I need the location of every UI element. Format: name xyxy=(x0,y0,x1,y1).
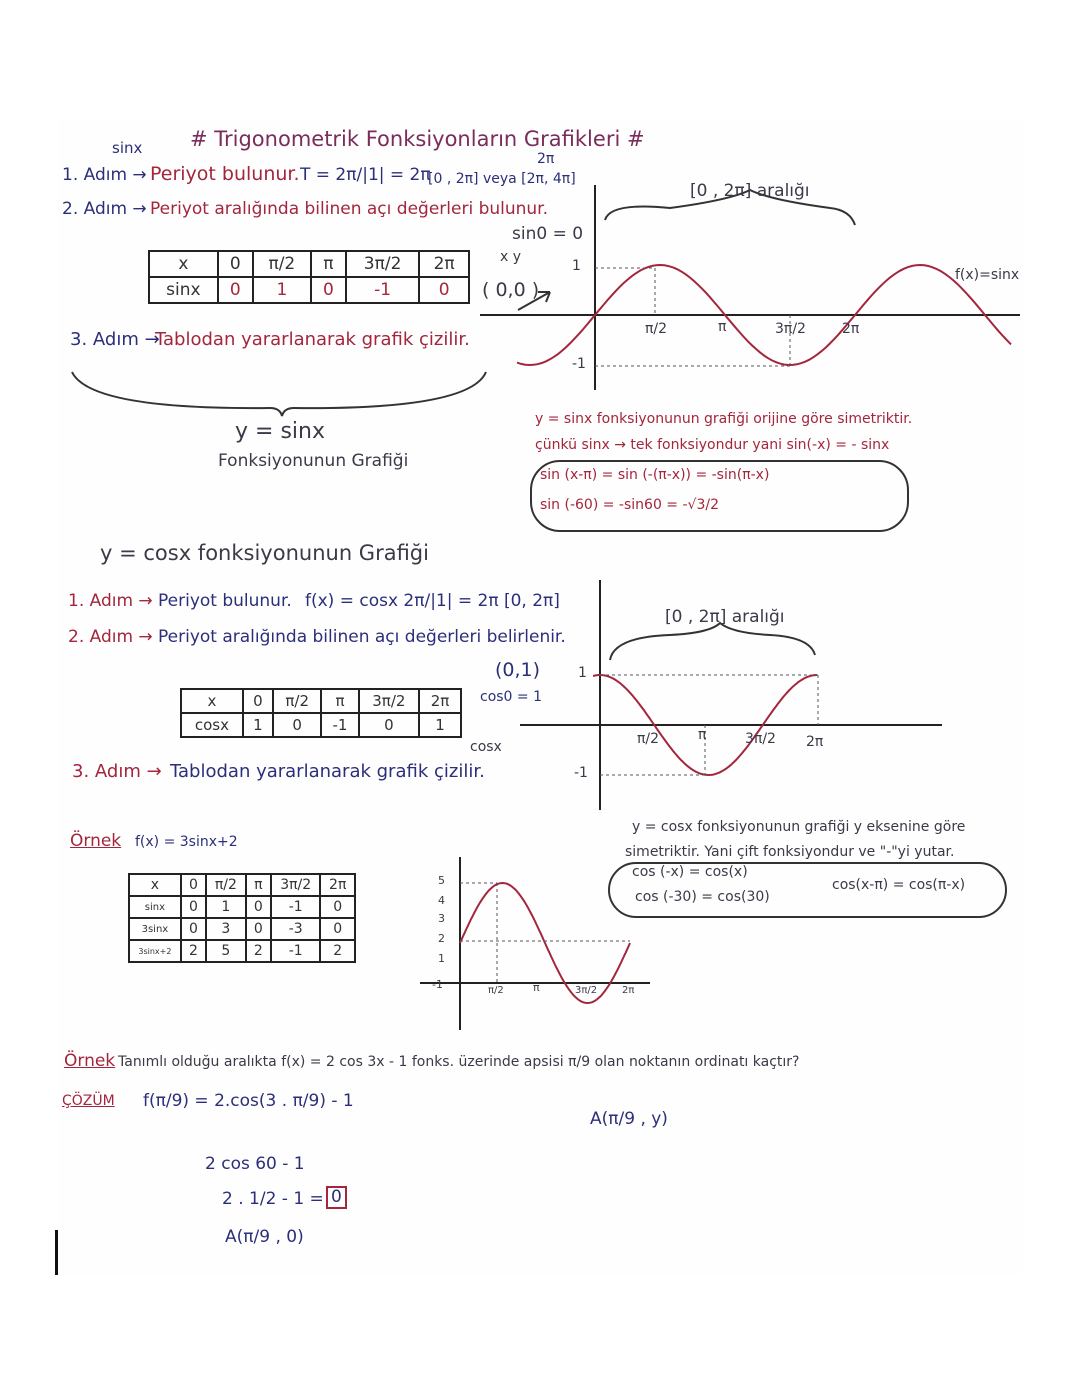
table-cell: 3sinx xyxy=(129,918,181,940)
table-cell: sinx xyxy=(149,277,218,303)
example2-label: Örnek xyxy=(64,1051,116,1071)
table-cell: x xyxy=(149,251,218,277)
solution-label: ÇÖZÜM xyxy=(62,1093,115,1109)
xy-label: x y xyxy=(500,249,522,265)
table-row xyxy=(149,251,469,277)
point-a-label: A(π/9 , y) xyxy=(590,1109,668,1129)
table-cell: -1 xyxy=(271,896,321,918)
sin-caption-2: Fonksiyonunun Grafiği xyxy=(218,451,409,471)
solution-line1: f(π/9) = 2.cos(3 . π/9) - 1 xyxy=(143,1091,354,1111)
table-cell: x xyxy=(181,689,243,713)
3sinx-plus-2-curve xyxy=(460,883,630,1003)
cos-cloud-line3: cos(x-π) = cos(π-x) xyxy=(832,877,966,893)
table-row xyxy=(149,277,469,303)
ex1-xtick: 2π xyxy=(622,985,635,996)
table-cell: -1 xyxy=(321,713,358,737)
sin-ytick-1: 1 xyxy=(572,258,581,274)
table-cell: sinx xyxy=(129,896,181,918)
table-row xyxy=(181,689,461,713)
table-cell: 0 xyxy=(246,896,271,918)
table-cell: 2 xyxy=(246,940,271,962)
table-cell: 2 xyxy=(181,940,206,962)
table-cell: 3sinx+2 xyxy=(129,940,181,962)
table-cell: 0 xyxy=(273,713,321,737)
table-cell: π xyxy=(311,251,346,277)
table-cell: 0 xyxy=(218,277,253,303)
cos-point-label: (0,1) xyxy=(495,659,541,681)
table-row xyxy=(129,874,355,896)
sin-note-line2: çünkü sinx → tek fonksiyondur yani sin(-x) = - sinx xyxy=(535,437,890,453)
table-cell: π xyxy=(246,874,271,896)
sin-step1-note: 2π xyxy=(537,151,555,167)
example1-graph xyxy=(415,855,655,1035)
cos-xtick: 3π/2 xyxy=(745,731,776,747)
sin-step3-text: Tablodan yararlanarak grafik çizilir. xyxy=(155,329,470,350)
table-cell: 1 xyxy=(419,713,461,737)
table-cell: 0 xyxy=(181,896,206,918)
table-cell: -1 xyxy=(346,277,419,303)
table-cell: 2π xyxy=(419,689,461,713)
table-cell: 0 xyxy=(320,918,355,940)
table-cell: 3 xyxy=(206,918,246,940)
origin-label: ( 0,0 ) xyxy=(482,279,540,301)
table-row xyxy=(181,713,461,737)
table-cell: 2π xyxy=(419,251,469,277)
table-row xyxy=(129,918,355,940)
sin-step1-formula: T = 2π/|1| = 2π xyxy=(300,165,431,185)
cos-heading: y = cosx fonksiyonunun Grafiği xyxy=(100,541,429,565)
page-title: # Trigonometrik Fonksiyonların Grafikleri # xyxy=(190,127,645,151)
example2-question: Tanımlı olduğu aralıkta f(x) = 2 cos 3x - 1 fonks. üzerinde apsisi π/9 olan noktanın ordinatı kaçtır? xyxy=(118,1054,800,1070)
sin-ytick-neg1: -1 xyxy=(572,356,586,372)
solution-line2: 2 cos 60 - 1 xyxy=(205,1154,305,1174)
sin-note-line1: y = sinx fonksiyonunun grafiği orijine göre simetriktir. xyxy=(535,411,913,427)
example1-table xyxy=(128,873,356,963)
sin-function-label: f(x)=sinx xyxy=(955,267,1020,283)
sin0-label: sin0 = 0 xyxy=(512,224,584,244)
sin-xtick: 3π/2 xyxy=(775,321,806,337)
ex1-xtick: π/2 xyxy=(488,985,504,996)
ex1-ytick: 2 xyxy=(438,932,445,945)
table-cell: 3π/2 xyxy=(271,874,321,896)
table-cell: 1 xyxy=(253,277,311,303)
brace-icon xyxy=(610,623,815,660)
cos-step2-prefix: 2. Adım → xyxy=(68,627,153,647)
brace-icon xyxy=(70,370,490,420)
cos-xtick: π/2 xyxy=(637,731,660,747)
sin-caption-1: y = sinx xyxy=(235,419,325,444)
cos-ytick-1: 1 xyxy=(578,665,587,681)
cos-step3-text: Tablodan yararlanarak grafik çizilir. xyxy=(170,761,485,782)
cos-ytick-neg1: -1 xyxy=(574,765,588,781)
cos-note-line2: simetriktir. Yani çift fonksiyondur ve "-"yi yutar. xyxy=(625,844,955,860)
ex1-xtick: 3π/2 xyxy=(575,985,598,996)
cos-step2-text: Periyot aralığında bilinen açı değerleri belirlenir. xyxy=(158,627,566,647)
page-edge xyxy=(55,1230,58,1275)
solution-line4: A(π/9 , 0) xyxy=(225,1227,304,1247)
sin-step1-text: Periyot bulunur. xyxy=(150,163,300,185)
example1-label: Örnek xyxy=(70,831,122,851)
sin-table xyxy=(148,250,470,304)
example1-function: f(x) = 3sinx+2 xyxy=(135,834,238,850)
table-cell: -1 xyxy=(271,940,321,962)
sin-graph xyxy=(470,180,1030,400)
table-cell: 0 xyxy=(181,874,206,896)
table-cell: π/2 xyxy=(253,251,311,277)
table-cell: 0 xyxy=(359,713,420,737)
cos-cloud-line2: cos (-30) = cos(30) xyxy=(635,889,770,905)
table-row xyxy=(129,896,355,918)
ex1-ytick: 4 xyxy=(438,894,445,907)
table-cell: cosx xyxy=(181,713,243,737)
sin-cloud-line1: sin (x-π) = sin (-(π-x)) = -sin(π-x) xyxy=(540,467,770,483)
cos-interval-label: [0 , 2π] aralığı xyxy=(665,607,785,627)
table-cell: 5 xyxy=(206,940,246,962)
sin-interval-label: [0 , 2π] aralığı xyxy=(690,181,810,201)
solution-line3: 2 . 1/2 - 1 = xyxy=(222,1189,324,1209)
table-cell: π xyxy=(321,689,358,713)
table-cell: 3π/2 xyxy=(346,251,419,277)
ex1-ytick: 3 xyxy=(438,912,445,925)
cos-step3-prefix: 3. Adım → xyxy=(72,761,162,782)
cos0-label: cos0 = 1 xyxy=(480,689,543,705)
sin-step2-prefix: 2. Adım → xyxy=(62,199,147,219)
ex1-ytick: 1 xyxy=(438,952,445,965)
sin-step3-prefix: 3. Adım → xyxy=(70,329,160,350)
cos-note-line1: y = cosx fonksiyonunun grafiği y eksenine göre xyxy=(632,819,966,835)
cos-step1-text: Periyot bulunur. xyxy=(158,591,292,611)
table-cell: 2 xyxy=(320,940,355,962)
sin-xtick: 2π xyxy=(842,321,860,337)
table-cell: x xyxy=(129,874,181,896)
table-cell: 0 xyxy=(181,918,206,940)
cos-table xyxy=(180,688,462,738)
table-cell: 1 xyxy=(243,713,273,737)
table-row xyxy=(129,940,355,962)
cos-xtick: π xyxy=(698,727,707,743)
table-cell: 0 xyxy=(311,277,346,303)
answer-box: 0 xyxy=(326,1186,347,1209)
sin-step1-interval: [0 , 2π] veya [2π, 4π] xyxy=(428,171,576,187)
table-cell: 3π/2 xyxy=(359,689,420,713)
cos-cloud-line1: cos (-x) = cos(x) xyxy=(632,864,748,880)
table-cell: π/2 xyxy=(273,689,321,713)
table-cell: 0 xyxy=(419,277,469,303)
cos-xtick: 2π xyxy=(806,734,824,750)
cosx-label: cosx xyxy=(470,739,502,755)
table-cell: 0 xyxy=(246,918,271,940)
sin-xtick: π xyxy=(718,319,727,335)
table-cell: π/2 xyxy=(206,874,246,896)
table-cell: 0 xyxy=(320,896,355,918)
table-cell: 0 xyxy=(218,251,253,277)
sin-step2-text: Periyot aralığında bilinen açı değerleri bulunur. xyxy=(150,199,549,219)
table-cell: -3 xyxy=(271,918,321,940)
sin-step1-prefix: 1. Adım → xyxy=(62,165,147,185)
corner-label: sinx xyxy=(112,139,143,157)
ex1-ytick: -1 xyxy=(432,978,443,991)
sin-cloud-line2: sin (-60) = -sin60 = -√3/2 xyxy=(540,497,719,513)
ex1-ytick: 5 xyxy=(438,874,445,887)
table-cell: 1 xyxy=(206,896,246,918)
cos-step1-formula: f(x) = cosx 2π/|1| = 2π [0, 2π] xyxy=(305,591,560,611)
sin-xtick: π/2 xyxy=(645,321,668,337)
ex1-xtick: π xyxy=(533,981,540,994)
table-cell: 0 xyxy=(243,689,273,713)
table-cell: 2π xyxy=(320,874,355,896)
cos-step1-prefix: 1. Adım → xyxy=(68,591,153,611)
